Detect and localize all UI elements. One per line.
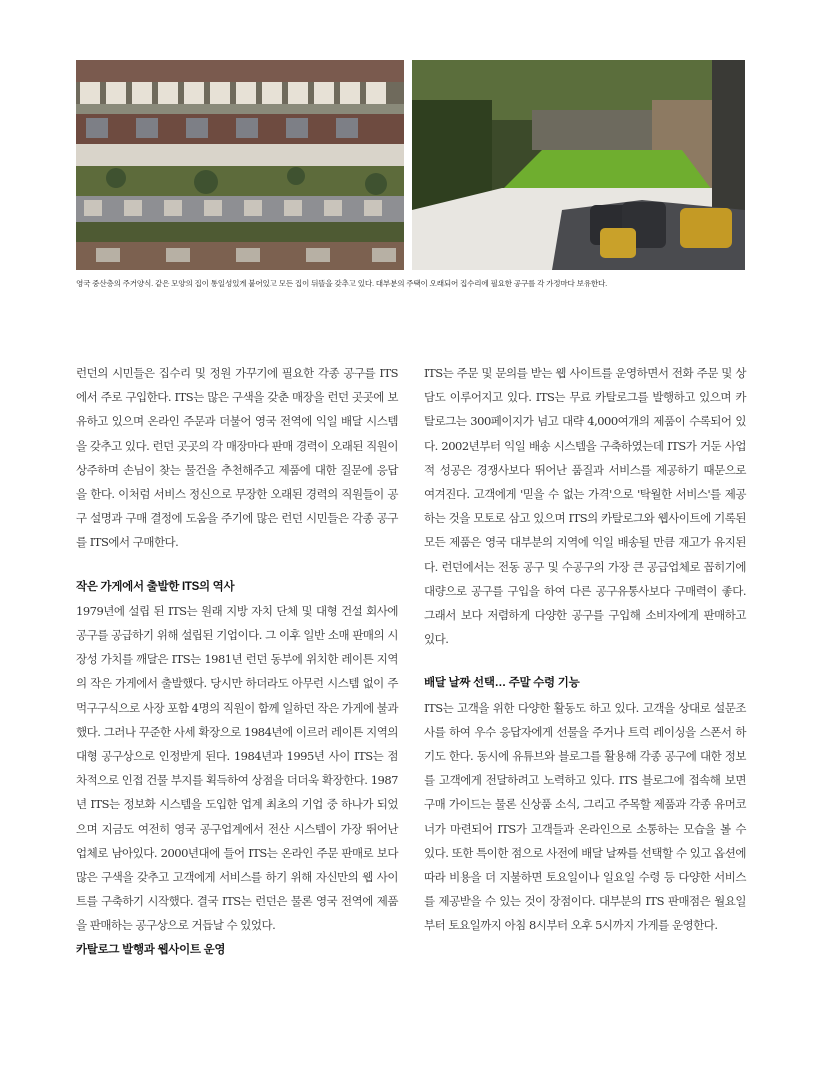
left-column (76, 361, 398, 962)
right-column (424, 361, 746, 938)
catalog-heading: 카탈로그 발행과 웹사이트 운영 (76, 943, 226, 956)
garden-patio-sofa-photo (412, 60, 745, 270)
photo-caption: 영국 중산층의 주거양식. 같은 모양의 집이 통일성있게 붙어있고 모든 집이 뒤뜰을 갖추고 있다. 대부분의 주택이 오래되어 집수리에 필요한 공구를 각 가정마다 보유한다. (76, 279, 608, 288)
delivery-heading: 배달 날짜 선택… 주말 수령 기능 (424, 677, 580, 690)
catalog-paragraph: ITS는 주문 및 문의를 받는 웹 사이트를 운영하면서 전화 주문 및 상담도 이루어지고 있다. ITS는 무료 카탈로그를 발행하고 있으며 카탈로그는 300페이지가 넘고 대략 4,000여개의 제품이 수록되어 있다. 2002년부터 익일 배송 시스템을 구축하였는데 ITS가 거둔 사업적 성공은 경쟁사보다 뛰어난 품질과 서비스를 제공하기 때문으로 여겨진다. 고객에게 '믿을 수 없는 가격'으로 '탁월한 서비스'를 제공하는 것을 모토로 삼고 있으며 ITS의 카탈로그와 웹사이트에 기록된 모든 제품은 영국 대부분의 지역에 익일 배송될 만큼 재고가 유지된다. 런던에서는 전동 공구 및 수공구의 가장 큰 공급업체로 꼽히기에 대량으로 공구를 구입을 하여 다른 공구유통사보다 구매력이 좋다. 그래서 보다 저렴하게 다양한 공구를 구입해 소비자에게 판매하고 있다. (424, 366, 746, 647)
aerial-terraced-houses-photo (76, 60, 404, 270)
aerial-houses-illustration (76, 60, 404, 270)
history-paragraph: 1979년에 설립 된 ITS는 원래 지방 자치 단체 및 대형 건설 회사에 공구를 공급하기 위해 설립된 기업이다. 그 이후 일반 소매 판매의 시장성 가치를 깨달은 ITS는 1981년 런던 동부에 위치한 레이튼 지역의 작은 가게에서 출발했다. 당시만 하더라도 아무런 시스템 없이 주먹구구식으로 사장 포함 4명의 직원이 함께 일하던 작은 가게에 불과했다. 그러나 꾸준한 사세 확장으로 1984년에 이르러 레이튼 지역의 대형 공구상으로 인정받게 된다. 1984년과 1995년 사이 ITS는 점차적으로 인접 건물 부지를 획득하여 상점을 더더욱 확장한다. 1987년 ITS는 정보화 시스템을 도입한 업계 최초의 기업 중 하나가 되었으며 지금도 여전히 영국 공구업계에서 전산 시스템이 가장 뛰어난 업체로 남아있다. 2000년대에 들어 ITS는 온라인 주문 판매로 보다 많은 구색을 갖추고 고객에게 서비스를 하기 위해 자신만의 웹 사이트를 구축하기 시작했다. 결국 ITS는 런던은 물론 영국 전역에 제품을 판매하는 공구상으로 거듭날 수 있었다. (76, 603, 398, 933)
intro-paragraph: 런던의 시민들은 집수리 및 정원 가꾸기에 필요한 각종 공구를 ITS에서 주로 구입한다. ITS는 많은 구색을 갖춘 매장을 런던 곳곳에 보유하고 있으며 온라인 주문과 더불어 영국 전역에 익일 배달 시스템을 갖추고 있다. 런던 곳곳의 각 매장마다 판매 경력이 오래된 직원이 상주하며 손님이 찾는 물건을 추천해주고 제품에 대한 질문에 응답을 한다. 이처럼 서비스 정신으로 무장한 오래된 경력의 직원들이 공구 설명과 구매 결정에 도움을 주기에 많은 런던 시민들은 각종 공구를 ITS에서 구매한다. (76, 366, 398, 550)
history-heading: 작은 가게에서 출발한 ITS의 역사 (76, 580, 235, 593)
delivery-paragraph: ITS는 고객을 위한 다양한 활동도 하고 있다. 고객을 상대로 설문조사를 하여 우수 응답자에게 선물을 주거나 트럭 레이싱을 스폰서 하기도 한다. 동시에 유튜브와 블로그를 활용해 각종 공구에 대한 정보를 고객에게 전달하려고 노력하고 있다. ITS 블로그에 접속해 보면 구매 가이드는 물론 신상품 소식, 그리고 주목할 제품과 각종 유머코너가 마련되어 ITS가 고객들과 온라인으로 소통하는 모습을 볼 수 있다. 또한 특이한 점으로 사전에 배달 날짜를 선택할 수 있고 옵션에 따라 비용을 더 지불하면 토요일이나 일요일 수령 등 다양한 서비스를 제공받을 수 있는 것이 장점이다. 대부분의 ITS 판매점은 월요일부터 토요일까지 아침 8시부터 오후 5시까지 가게를 운영한다. (424, 700, 746, 933)
garden-patio-illustration (412, 60, 745, 270)
